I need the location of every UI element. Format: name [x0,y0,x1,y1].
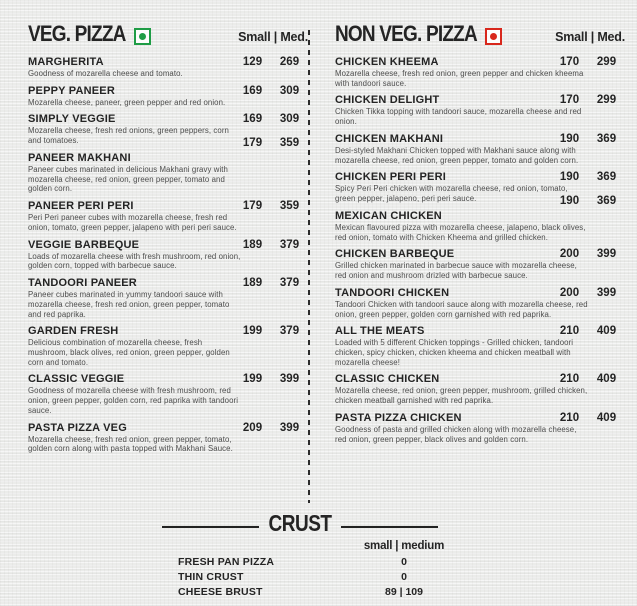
item-price-small: 210 [559,325,580,338]
item-description: Delicious combination of mozarella cheese, fresh mushroom, black olives, red onion, green pepper, golden corn and tomato. [28,338,230,367]
item-price-med: 379 [279,277,300,290]
menu-item [335,412,625,444]
item-price-med: 409 [596,373,617,386]
veg-mark-icon [134,28,151,45]
item-description: Mozarella cheese, paneer, green pepper and red onion. [28,97,226,107]
item-price-med: 359 [279,200,300,213]
item-description: Loaded with 5 different Chicken toppings - Grilled chicken, tandoori chicken, spicy chicken, chicken kheema and chicken meatball with mozarella cheese! [335,338,574,367]
item-price-med: 379 [279,238,300,251]
item-price-med: 399 [596,248,617,261]
item-name: PASTA PIZZA CHICKEN [335,411,462,424]
crust-section-header [162,511,438,538]
item-price-med: 299 [596,56,617,68]
menu-item [335,133,625,165]
crust-item-price: 0 [401,571,407,583]
item-description: Loads of mozarella cheese with fresh mushroom, red onion, golden corn, topped with barbecue sauce. [28,251,241,271]
veg-items-list [28,56,308,454]
item-price-small: 200 [559,248,580,261]
item-name: PASTA PIZZA VEG [28,421,127,434]
veg-price-header: Small | Med. [238,30,308,44]
item-prices [234,113,308,125]
item-price-med: 399 [279,373,300,386]
nonveg-column-header [335,22,625,48]
item-prices [234,137,308,149]
item-prices [551,248,625,260]
item-description: Mozarella cheese, fresh red onion, green pepper, tomato, golden corn along with pasta topped with Makhani Sauce. [28,434,233,454]
crust-title: CRUST [268,511,332,537]
item-prices [234,85,308,97]
item-price-small: 210 [559,411,580,424]
item-price-small: 170 [559,94,580,107]
item-prices [234,373,308,385]
item-prices [234,56,308,68]
item-name: CHICKEN PERI PERI [335,171,446,184]
item-prices [551,325,625,337]
item-prices [234,277,308,289]
item-name: CLASSIC VEGGIE [28,373,125,386]
item-price-small: 209 [242,421,263,434]
item-name: MEXICAN CHICKEN [335,209,442,222]
item-price-med: 399 [279,421,300,434]
crust-left-rule [162,526,259,529]
crust-item-name: CHEESE BRUST [178,586,263,598]
crust-price-header: small | medium [363,540,445,552]
item-price-med: 309 [279,84,300,97]
item-name: TANDOORI CHICKEN [335,286,450,299]
item-name: CHICKEN MAKHANI [335,132,444,145]
item-prices [234,239,308,251]
item-prices [551,373,625,385]
item-price-small: 169 [242,113,263,126]
veg-pizza-column [28,22,308,460]
item-name: TANDOORI PANEER [28,277,137,290]
nonveg-items-list [335,56,625,444]
item-price-small: 179 [242,136,263,149]
menu-item [28,373,308,415]
item-description: Goodness of mozarella cheese with fresh mushroom, red onion, green pepper, golden corn, red paprika with tandoori sauce. [28,386,239,415]
item-prices [551,56,625,68]
menu-item [28,277,308,319]
item-name: PANEER PERI PERI [28,200,134,213]
item-price-small: 210 [559,373,580,386]
item-name: MARGHERITA [28,56,104,68]
item-prices [234,325,308,337]
item-price-med: 299 [596,94,617,107]
item-price-small: 190 [559,132,580,145]
item-price-small: 129 [242,56,263,68]
menu-item [28,56,308,79]
item-prices [234,200,308,212]
item-name: CHICKEN BARBEQUE [335,248,455,261]
item-prices [234,422,308,434]
item-description: Grilled chicken marinated in barbecue sauce with mozarella cheese, red onion and mushroom drizled with barbecue sauce. [335,261,577,281]
nonveg-price-header: Small | Med. [555,30,625,44]
item-price-med: 369 [596,132,617,145]
item-price-med: 359 [279,136,300,149]
item-description: Desi-styled Makhani Chicken topped with Makhani sauce along with mozarella cheese, red onion, green pepper, tomato and golden corn. [335,145,579,165]
veg-column-header [28,22,308,48]
item-description: Chicken Tikka topping with tandoori sauce, mozarella cheese and red onion. [335,107,582,127]
item-name: GARDEN FRESH [28,325,119,338]
item-name: CLASSIC CHICKEN [335,373,440,386]
item-price-small: 190 [559,171,580,184]
item-price-small: 170 [559,56,580,68]
menu-item [28,85,308,108]
item-price-small: 189 [242,277,263,290]
item-prices [551,195,625,207]
column-divider [308,30,310,503]
item-price-med: 379 [279,325,300,338]
crust-item-name: THIN CRUST [178,571,244,583]
nonveg-pizza-column [335,22,625,450]
item-name: VEGGIE BARBEQUE [28,238,140,251]
item-name: PEPPY PANEER [28,84,115,97]
menu-item [335,373,625,405]
item-description: Mexican flavoured pizza with mozarella cheese, jalapeno, black olives, red onion, tomato with Chicken Kheema and grilled chicken. [335,222,586,242]
item-prices [551,94,625,106]
item-price-med: 399 [596,286,617,299]
item-description: Goodness of pasta and grilled chicken along with mozarella cheese, red onion, green pepper, black olives and golden corn. [335,424,577,444]
crust-item [178,555,464,570]
item-price-small: 200 [559,286,580,299]
crust-table [178,540,464,600]
crust-item-price: 0 [401,556,407,568]
crust-item [178,585,464,600]
veg-pizza-title: VEG. PIZZA [28,22,126,47]
menu-item [28,200,308,232]
item-price-med: 409 [596,411,617,424]
menu-item [335,94,625,126]
menu-item [335,248,625,280]
item-price-med: 369 [596,171,617,184]
nonveg-mark-icon [485,28,502,45]
item-prices [551,133,625,145]
item-prices [551,287,625,299]
item-description: Mozarella cheese, fresh red onion, green pepper and chicken kheema with tandoori sauce. [335,69,584,88]
item-description: Peri Peri paneer cubes with mozarella cheese, fresh red onion, tomato, green pepper, jalapeno with peri peri sauce. [28,213,237,232]
item-price-small: 199 [242,373,263,386]
item-name: ALL THE MEATS [335,325,425,338]
menu-item [28,422,308,454]
crust-item-price: 89 | 109 [385,586,423,598]
item-price-small: 199 [242,325,263,338]
item-description: Paneer cubes marinated in delicious Makhani gravy with mozarella cheese, red onion, green pepper, tomato and golden corn. [28,164,228,194]
item-description: Tandoori Chicken with tandoori sauce along with mozarella cheese, red onion, green pepper, golden corn garnished with red paprika. [335,299,588,319]
menu-item [335,325,625,367]
crust-table-header [178,540,464,552]
item-price-small: 190 [559,194,580,207]
item-price-small: 189 [242,238,263,251]
menu-item [28,239,308,271]
item-price-med: 309 [279,113,300,126]
item-price-small: 179 [242,200,263,213]
menu-item [335,287,625,319]
item-description: Spicy Peri Peri chicken with mozarella cheese, red onion, tomato, green pepper, jalapeno, peri peri sauce. [335,184,568,204]
item-description: Mozarella cheese, red onion, green pepper, mushroom, grilled chicken, chicken meatball garnished with red paprika. [335,386,588,406]
item-description: Paneer cubes marinated in yummy tandoori sauce with mozarella cheese, fresh red onion, green pepper, tomato and red paprika. [28,290,230,319]
item-prices [551,171,625,183]
item-prices [551,412,625,424]
crust-right-rule [341,526,438,529]
item-price-med: 409 [596,325,617,338]
crust-items-list [178,555,464,600]
item-name: CHICKEN KHEEMA [335,56,439,68]
item-name: CHICKEN DELIGHT [335,94,440,107]
item-price-med: 269 [279,56,300,68]
menu-item [335,56,625,88]
menu-item [28,325,308,367]
item-price-small: 169 [242,84,263,97]
item-name: SIMPLY VEGGIE [28,113,116,126]
crust-item [178,570,464,585]
crust-item-name: FRESH PAN PIZZA [178,556,275,568]
item-name: PANEER MAKHANI [28,151,131,164]
item-price-med: 369 [596,194,617,207]
nonveg-pizza-title: NON VEG. PIZZA [335,22,477,47]
item-description: Mozarella cheese, fresh red onions, green peppers, corn and tomatoes. [28,126,229,146]
item-description: Goodness of mozarella cheese and tomato. [28,69,183,78]
